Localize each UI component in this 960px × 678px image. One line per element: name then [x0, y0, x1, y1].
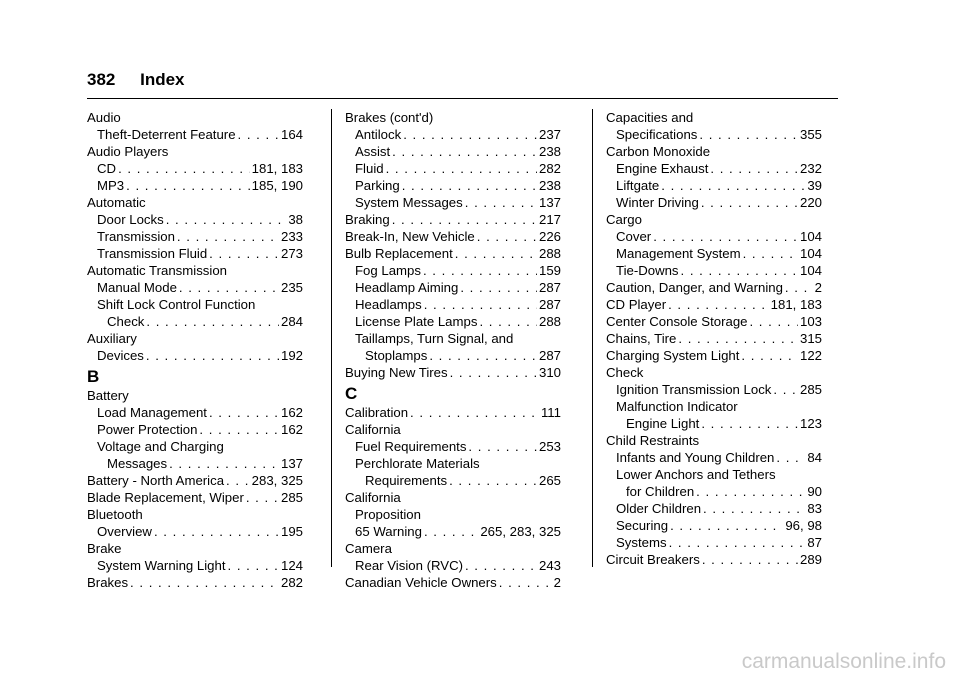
index-entry [87, 177, 303, 194]
dot-leader [450, 364, 537, 381]
entry-term: Proposition [355, 507, 421, 522]
index-entry [345, 279, 561, 296]
entry-term: Auxiliary [87, 331, 137, 346]
index-entry [345, 540, 561, 557]
index-entry [606, 449, 822, 466]
entry-term: Older Children [616, 501, 702, 516]
index-entry [345, 228, 561, 245]
index-entry [345, 211, 561, 228]
entry-term: Charging System Light [606, 348, 740, 363]
index-entry [87, 143, 303, 160]
index-entry [87, 506, 303, 523]
entry-page-ref: 124 [280, 558, 303, 573]
dot-leader [169, 455, 279, 472]
entry-term: Check [107, 314, 145, 329]
entry-page-ref: 159 [538, 263, 561, 278]
index-entry [606, 364, 822, 381]
index-entry [606, 347, 822, 364]
dot-leader [228, 557, 279, 574]
entry-term: 65 Warning [355, 524, 422, 539]
index-entry [87, 245, 303, 262]
dot-leader [449, 472, 537, 489]
index-entry [606, 398, 822, 415]
dot-leader [661, 177, 805, 194]
entry-page-ref: 137 [280, 456, 303, 471]
entry-page-ref: 285 [280, 490, 303, 505]
entry-term: Systems [616, 535, 667, 550]
index-entry [345, 177, 561, 194]
dot-leader [773, 381, 798, 398]
index-entry [606, 517, 822, 534]
dot-leader [479, 313, 537, 330]
index-entry [345, 455, 561, 472]
entry-term: Calibration [345, 405, 409, 420]
entry-term: Devices [97, 348, 144, 363]
entry-page-ref: 355 [799, 127, 822, 142]
entry-term: Management System [616, 246, 741, 261]
index-entry [606, 432, 822, 449]
index-entry [87, 438, 303, 455]
entry-term: Bluetooth [87, 507, 143, 522]
dot-leader [146, 313, 279, 330]
index-entry [345, 421, 561, 438]
dot-leader [402, 177, 537, 194]
entry-term: System Warning Light [97, 558, 226, 573]
entry-term: Fog Lamps [355, 263, 421, 278]
entry-term: Theft-Deterrent Feature [97, 127, 236, 142]
entry-term: Automatic [87, 195, 146, 210]
entry-page-ref: 265 [538, 473, 561, 488]
dot-leader [130, 574, 279, 591]
index-entry [345, 438, 561, 455]
watermark: carmanualsonline.info [741, 650, 946, 673]
entry-term: Braking [345, 212, 390, 227]
entry-term: Rear Vision (RVC) [355, 558, 463, 573]
index-entry [345, 489, 561, 506]
entry-page-ref: 2 [814, 280, 822, 295]
index-entry [87, 540, 303, 557]
header-rule [87, 98, 838, 99]
index-entry [606, 245, 822, 262]
entry-term: Engine Light [626, 416, 700, 431]
entry-page-ref: 226 [538, 229, 561, 244]
dot-leader [477, 228, 537, 245]
entry-term: CD [97, 161, 117, 176]
entry-page-ref: 288 [538, 246, 561, 261]
entry-term: Capacities and [606, 110, 694, 125]
index-entry [606, 279, 822, 296]
entry-term: Headlamp Aiming [355, 280, 459, 295]
index-entry [87, 330, 303, 347]
entry-page-ref: 104 [799, 229, 822, 244]
dot-leader [743, 245, 798, 262]
entry-page-ref: 104 [799, 246, 822, 261]
index-entry [87, 296, 303, 313]
index-entry [87, 489, 303, 506]
index-entry [87, 126, 303, 143]
entry-page-ref: 315 [799, 331, 822, 346]
entry-term: Load Management [97, 405, 207, 420]
index-entry [87, 574, 303, 591]
entry-term: Transmission Fluid [97, 246, 208, 261]
index-entry [345, 364, 561, 381]
section-letter: B [87, 367, 100, 386]
entry-page-ref: 162 [280, 422, 303, 437]
page-number: 382 [87, 70, 116, 89]
dot-leader [668, 296, 769, 313]
entry-page-ref: 310 [538, 365, 561, 380]
entry-page-ref: 90 [807, 484, 822, 499]
entry-term: MP3 [97, 178, 125, 193]
entry-term: Tie-Downs [616, 263, 679, 278]
dot-leader [701, 415, 798, 432]
entry-page-ref: 243 [538, 558, 561, 573]
entry-page-ref: 288 [538, 314, 561, 329]
entry-page-ref: 238 [538, 178, 561, 193]
dot-leader [177, 228, 279, 245]
entry-term: Camera [345, 541, 392, 556]
entry-page-ref: 282 [538, 161, 561, 176]
column-divider [331, 109, 332, 567]
dot-leader [741, 347, 798, 364]
dot-leader [678, 330, 798, 347]
entry-term: Brake [87, 541, 122, 556]
index-column-1 [87, 109, 303, 591]
entry-term: Cargo [606, 212, 642, 227]
index-entry [345, 109, 561, 126]
index-entry [606, 143, 822, 160]
dot-leader [465, 557, 537, 574]
index-entry [606, 262, 822, 279]
entry-term: Transmission [97, 229, 175, 244]
entry-term: Brakes (cont'd) [345, 110, 434, 125]
entry-term: Antilock [355, 127, 402, 142]
entry-term: Power Protection [97, 422, 198, 437]
entry-term: System Messages [355, 195, 463, 210]
index-entry [345, 404, 561, 421]
dot-leader [468, 438, 537, 455]
index-entry [345, 574, 561, 591]
entry-term: Taillamps, Turn Signal, and [355, 331, 514, 346]
entry-page-ref: 287 [538, 348, 561, 363]
column-divider [592, 109, 593, 567]
index-entry [606, 534, 822, 551]
index-column-2 [345, 109, 561, 591]
dot-leader [154, 523, 279, 540]
entry-page-ref: 285 [799, 382, 822, 397]
entry-page-ref: 235 [280, 280, 303, 295]
index-entry [87, 455, 303, 472]
dot-leader [424, 296, 537, 313]
index-entry [606, 177, 822, 194]
dot-leader [246, 489, 279, 506]
index-entry [87, 160, 303, 177]
entry-term: Cover [616, 229, 652, 244]
index-entry [87, 421, 303, 438]
entry-page-ref: 220 [799, 195, 822, 210]
dot-leader [669, 534, 806, 551]
entry-term: Ignition Transmission Lock [616, 382, 772, 397]
entry-page-ref: 122 [799, 348, 822, 363]
entry-page-ref: 217 [538, 212, 561, 227]
index-entry [87, 194, 303, 211]
entry-term: Specifications [616, 127, 698, 142]
entry-term: Audio [87, 110, 121, 125]
dot-leader [386, 160, 537, 177]
entry-term: Blade Replacement, Wiper [87, 490, 244, 505]
entry-term: Liftgate [616, 178, 660, 193]
index-entry [606, 211, 822, 228]
index-entry [87, 387, 303, 404]
entry-term: Buying New Tires [345, 365, 448, 380]
entry-page-ref: 181, 183 [770, 297, 822, 312]
entry-page-ref: 137 [538, 195, 561, 210]
entry-term: Shift Lock Control Function [97, 297, 256, 312]
index-entry [87, 472, 303, 489]
index-entry [606, 500, 822, 517]
entry-term: Audio Players [87, 144, 169, 159]
index-entry [345, 194, 561, 211]
entry-term: Overview [97, 524, 152, 539]
entry-term: Infants and Young Children [616, 450, 775, 465]
entry-term: Voltage and Charging [97, 439, 224, 454]
entry-page-ref: 237 [538, 127, 561, 142]
entry-term: License Plate Lamps [355, 314, 478, 329]
index-entry [87, 347, 303, 364]
dot-leader [465, 194, 537, 211]
entry-term: Brakes [87, 575, 129, 590]
entry-term: Headlamps [355, 297, 422, 312]
dot-leader [702, 551, 798, 568]
dot-leader [701, 194, 798, 211]
index-entry [87, 109, 303, 126]
index-entry [606, 330, 822, 347]
index-entry [87, 557, 303, 574]
dot-leader [423, 262, 537, 279]
index-entry [606, 228, 822, 245]
entry-term: Fuel Requirements [355, 439, 467, 454]
entry-page-ref: 192 [280, 348, 303, 363]
index-entry [606, 466, 822, 483]
index-entry [345, 557, 561, 574]
entry-term: Securing [616, 518, 669, 533]
entry-page-ref: 185, 190 [251, 178, 303, 193]
dot-leader [499, 574, 552, 591]
entry-page-ref: 253 [538, 439, 561, 454]
entry-term: Engine Exhaust [616, 161, 709, 176]
entry-page-ref: 83 [807, 501, 822, 516]
entry-term: Parking [355, 178, 400, 193]
entry-term: Child Restraints [606, 433, 700, 448]
entry-term: Battery [87, 388, 129, 403]
dot-leader [703, 500, 805, 517]
index-entry [606, 296, 822, 313]
index-entry [606, 313, 822, 330]
entry-term: Chains, Tire [606, 331, 677, 346]
entry-page-ref: 84 [807, 450, 822, 465]
entry-term: Manual Mode [97, 280, 177, 295]
index-entry [87, 279, 303, 296]
index-entry [345, 313, 561, 330]
dot-leader [226, 472, 250, 489]
index-entry [606, 109, 822, 126]
dot-leader [392, 143, 537, 160]
entry-page-ref: 96, 98 [785, 518, 822, 533]
entry-page-ref: 232 [799, 161, 822, 176]
dot-leader [424, 523, 478, 540]
entry-term: Winter Driving [616, 195, 699, 210]
index-entry [345, 330, 561, 347]
index-entry [345, 143, 561, 160]
entry-page-ref: 162 [280, 405, 303, 420]
index-entry [345, 347, 561, 364]
entry-page-ref: 181, 183 [251, 161, 303, 176]
dot-leader [455, 245, 537, 262]
index-entry [345, 160, 561, 177]
index-entry [87, 211, 303, 228]
index-entry [606, 194, 822, 211]
entry-page-ref: 111 [540, 405, 561, 420]
entry-page-ref: 38 [288, 212, 303, 227]
entry-page-ref: 265, 283, 325 [480, 524, 561, 539]
entry-page-ref: 2 [553, 575, 561, 590]
entry-page-ref: 233 [280, 229, 303, 244]
entry-term: Break-In, New Vehicle [345, 229, 475, 244]
dot-leader [238, 126, 279, 143]
entry-term: Bulb Replacement [345, 246, 453, 261]
index-entry [345, 245, 561, 262]
section-letter: C [345, 384, 358, 403]
entry-term: Circuit Breakers [606, 552, 700, 567]
entry-term: Malfunction Indicator [616, 399, 738, 414]
entry-term: Assist [355, 144, 391, 159]
entry-term: Fluid [355, 161, 384, 176]
dot-leader [696, 483, 805, 500]
dot-leader [776, 449, 805, 466]
dot-leader [146, 347, 279, 364]
dot-leader [699, 126, 798, 143]
entry-term: California [345, 422, 401, 437]
entry-term: Check [606, 365, 644, 380]
page-header [87, 70, 185, 90]
dot-leader [460, 279, 537, 296]
dot-leader [166, 211, 287, 228]
index-column-3 [606, 109, 822, 568]
index-entry [345, 523, 561, 540]
page-title: Index [140, 70, 185, 89]
entry-page-ref: 287 [538, 297, 561, 312]
entry-page-ref: 287 [538, 280, 561, 295]
entry-term: Requirements [365, 473, 448, 488]
entry-term: Caution, Danger, and Warning [606, 280, 783, 295]
entry-page-ref: 103 [799, 314, 822, 329]
index-entry [87, 228, 303, 245]
entry-term: Canadian Vehicle Owners [345, 575, 497, 590]
entry-term: Center Console Storage [606, 314, 748, 329]
entry-page-ref: 284 [280, 314, 303, 329]
entry-page-ref: 39 [807, 178, 822, 193]
entry-term: Messages [107, 456, 168, 471]
dot-leader [429, 347, 537, 364]
entry-term: Stoplamps [365, 348, 428, 363]
entry-page-ref: 282 [280, 575, 303, 590]
entry-page-ref: 104 [799, 263, 822, 278]
entry-term: for Children [626, 484, 695, 499]
index-entry [606, 415, 822, 432]
entry-term: Battery - North America [87, 473, 225, 488]
index-entry [606, 381, 822, 398]
entry-page-ref: 273 [280, 246, 303, 261]
dot-leader [403, 126, 537, 143]
dot-leader [653, 228, 798, 245]
entry-term: Lower Anchors and Tethers [616, 467, 776, 482]
dot-leader [670, 517, 783, 534]
dot-leader [209, 245, 279, 262]
index-entry [87, 313, 303, 330]
entry-term: Perchlorate Materials [355, 456, 480, 471]
index-entry [345, 262, 561, 279]
entry-page-ref: 195 [280, 524, 303, 539]
index-entry [345, 472, 561, 489]
entry-term: Door Locks [97, 212, 164, 227]
dot-leader [392, 211, 537, 228]
index-entry [345, 296, 561, 313]
index-entry [87, 262, 303, 279]
entry-page-ref: 123 [799, 416, 822, 431]
entry-term: Automatic Transmission [87, 263, 227, 278]
entry-page-ref: 164 [280, 127, 303, 142]
dot-leader [179, 279, 279, 296]
entry-page-ref: 87 [807, 535, 822, 550]
index-entry [606, 483, 822, 500]
entry-page-ref: 238 [538, 144, 561, 159]
index-entry [606, 551, 822, 568]
entry-page-ref: 283, 325 [251, 473, 303, 488]
dot-leader [785, 279, 813, 296]
dot-leader [681, 262, 798, 279]
dot-leader [126, 177, 250, 194]
index-entry [87, 404, 303, 421]
dot-leader [118, 160, 250, 177]
dot-leader [199, 421, 279, 438]
index-entry [345, 506, 561, 523]
entry-term: CD Player [606, 297, 667, 312]
entry-term: California [345, 490, 401, 505]
entry-term: Carbon Monoxide [606, 144, 711, 159]
index-entry [606, 160, 822, 177]
index-entry [87, 523, 303, 540]
dot-leader [710, 160, 798, 177]
index-entry [345, 126, 561, 143]
entry-page-ref: 289 [799, 552, 822, 567]
dot-leader [749, 313, 798, 330]
dot-leader [410, 404, 539, 421]
index-entry [606, 126, 822, 143]
dot-leader [209, 404, 279, 421]
